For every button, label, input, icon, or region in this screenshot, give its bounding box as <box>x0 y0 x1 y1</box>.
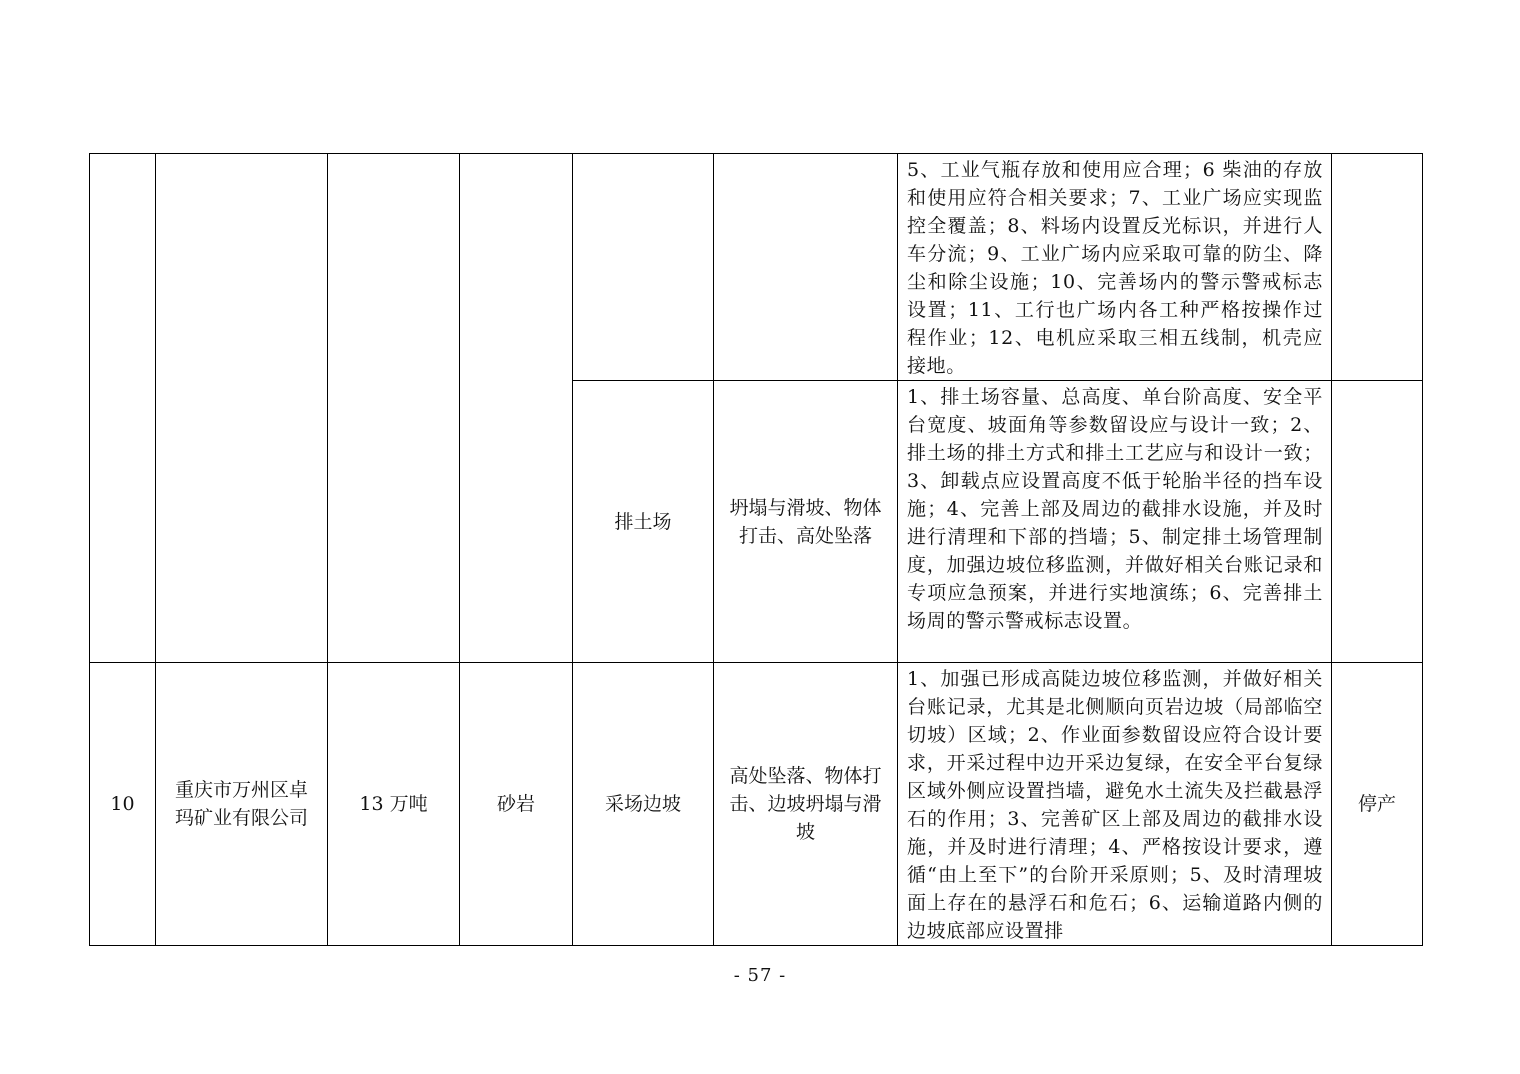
cell-scale <box>328 154 460 663</box>
cell-company: 重庆市万州区卓玛矿业有限公司 <box>156 663 328 946</box>
cell-no: 10 <box>90 663 156 946</box>
cell-measures: 1、加强已形成高陡边坡位移监测，并做好相关台账记录，尤其是北侧顺向页岩边坡（局部临空切坡）区域；2、作业面参数留设应符合设计要求，开采过程中边开采边复绿，在安全平台复绿区域外侧应设置挡墙，避免水土流失及拦截悬浮石的作用；3、完善矿区上部及周边的截排水设施，并及时进行清理；4、严格按设计要求，遵循“由上至下”的台阶开采原则；5、及时清理坡面上存在的悬浮石和危石；6、运输道路内侧的边坡底部应设置排 <box>898 663 1332 946</box>
cell-status <box>1332 154 1423 381</box>
cell-company <box>156 154 328 663</box>
cell-mineral: 砂岩 <box>460 663 573 946</box>
cell-measures: 5、工业气瓶存放和使用应合理；6 柴油的存放和使用应符合相关要求；7、工业广场应实现监控全覆盖；8、料场内设置反光标识，并进行人车分流；9、工业广场内应采取可靠的防尘、降尘和除尘设施；10、完善场内的警示警戒标志设置；11、工行也广场内各工种严格按操作过程作业；12、电机应采取三相五线制，机壳应接地。 <box>898 154 1332 381</box>
page-number: - 57 - <box>733 965 787 986</box>
cell-location: 采场边坡 <box>573 663 714 946</box>
cell-mineral <box>460 154 573 663</box>
cell-hazard <box>714 154 898 381</box>
hazard-measures-table <box>89 153 1423 946</box>
cell-no <box>90 154 156 663</box>
table-row <box>90 663 1423 946</box>
cell-status: 停产 <box>1332 663 1423 946</box>
cell-location: 排土场 <box>573 381 714 663</box>
cell-status <box>1332 381 1423 663</box>
cell-location <box>573 154 714 381</box>
table-row <box>90 154 1423 381</box>
cell-hazard: 高处坠落、物体打击、边坡坍塌与滑坡 <box>714 663 898 946</box>
cell-measures: 1、排土场容量、总高度、单台阶高度、安全平台宽度、坡面角等参数留设应与设计一致；2、排土场的排土方式和排土工艺应与和设计一致；3、卸载点应设置高度不低于轮胎半径的挡车设施；4、完善上部及周边的截排水设施，并及时进行清理和下部的挡墙；5、制定排土场管理制度，加强边坡位移监测，并做好相关台账记录和专项应急预案，并进行实地演练；6、完善排土场周的警示警戒标志设置。 <box>898 381 1332 663</box>
cell-scale: 13 万吨 <box>328 663 460 946</box>
cell-hazard: 坍塌与滑坡、物体打击、高处坠落 <box>714 381 898 663</box>
